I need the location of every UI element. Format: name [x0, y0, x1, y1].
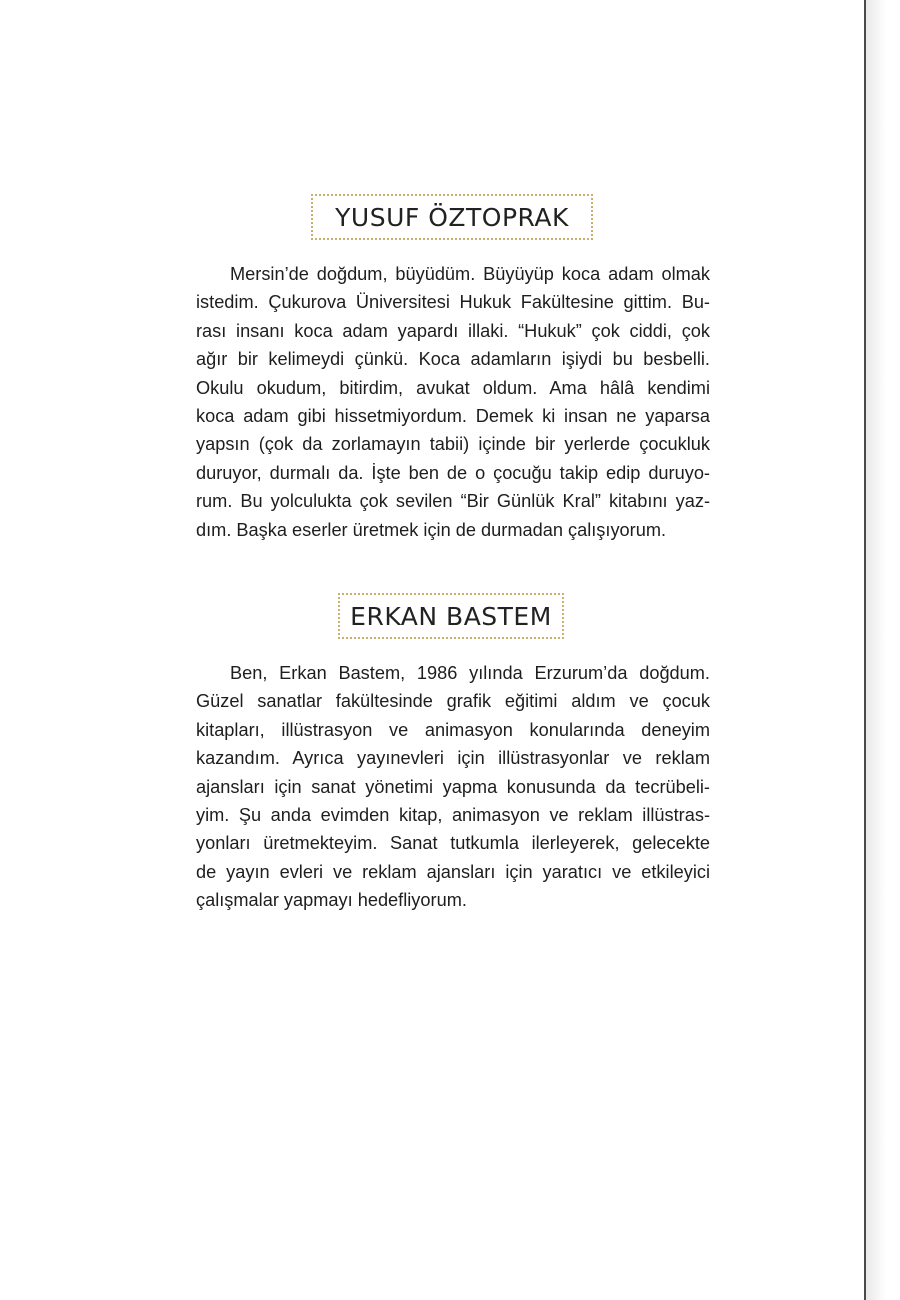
bio-line: de yayın evleri ve reklam ajansları için yaratıcı ve etkileyici — [196, 861, 710, 882]
author-bio — [196, 659, 710, 915]
bio-line: Ben, Erkan Bastem, 1986 yılında Erzurum’da doğdum. — [230, 663, 710, 683]
author-name-box — [338, 593, 564, 639]
bio-line: rası insanı koca adam yapardı illaki. “Hukuk” çok ciddi, çok — [196, 320, 710, 341]
bio-line: kazandım. Ayrıca yayınevleri için illüstrasyonlar ve reklam — [196, 748, 710, 769]
page-binding-edge — [864, 0, 866, 1300]
bio-line: istedim. Çukurova Üniversitesi Hukuk Fakültesine gittim. Bu- — [196, 292, 710, 313]
bio-line: ağır bir kelimeydi çünkü. Koca adamların işiydi bu besbelli. — [196, 349, 710, 370]
author-name-box — [311, 194, 593, 240]
author-name: ERKAN BASTEM — [350, 601, 552, 631]
bio-line: ajansları için sanat yönetimi yapma konusunda da tecrübeli- — [196, 776, 710, 797]
author-name: YUSUF ÖZTOPRAK — [335, 202, 569, 232]
bio-line: Güzel sanatlar fakültesinde grafik eğitimi aldım ve çocuk — [196, 691, 710, 712]
bio-line: koca adam gibi hissetmiyordum. Demek ki insan ne yaparsa — [196, 406, 710, 427]
bio-line: çalışmalar yapmayı hedefliyorum. — [196, 890, 467, 911]
bio-line: Mersin’de doğdum, büyüdüm. Büyüyüp koca adam olmak — [230, 264, 710, 284]
author-bio — [196, 260, 710, 544]
bio-line: duruyor, durmalı da. İşte ben de o çocuğu takip edip duruyo- — [196, 462, 710, 483]
bio-line: Okulu okudum, bitirdim, avukat oldum. Ama hâlâ kendimi — [196, 377, 710, 398]
bio-line: yapsın (çok da zorlamayın tabii) içinde bir yerlerde çocukluk — [196, 434, 710, 455]
bio-line: yonları üretmekteyim. Sanat tutkumla ilerleyerek, gelecekte — [196, 833, 710, 854]
bio-line: rum. Bu yolculukta çok sevilen “Bir Günlük Kral” kitabını yaz- — [196, 491, 710, 512]
bio-line: yim. Şu anda evimden kitap, animasyon ve reklam illüstras- — [196, 805, 710, 826]
bio-line: dım. Başka eserler üretmek için de durmadan çalışıyorum. — [196, 519, 667, 540]
bio-line: kitapları, illüstrasyon ve animasyon konularında deneyim — [196, 719, 710, 740]
page-gutter-shadow — [866, 0, 900, 1300]
